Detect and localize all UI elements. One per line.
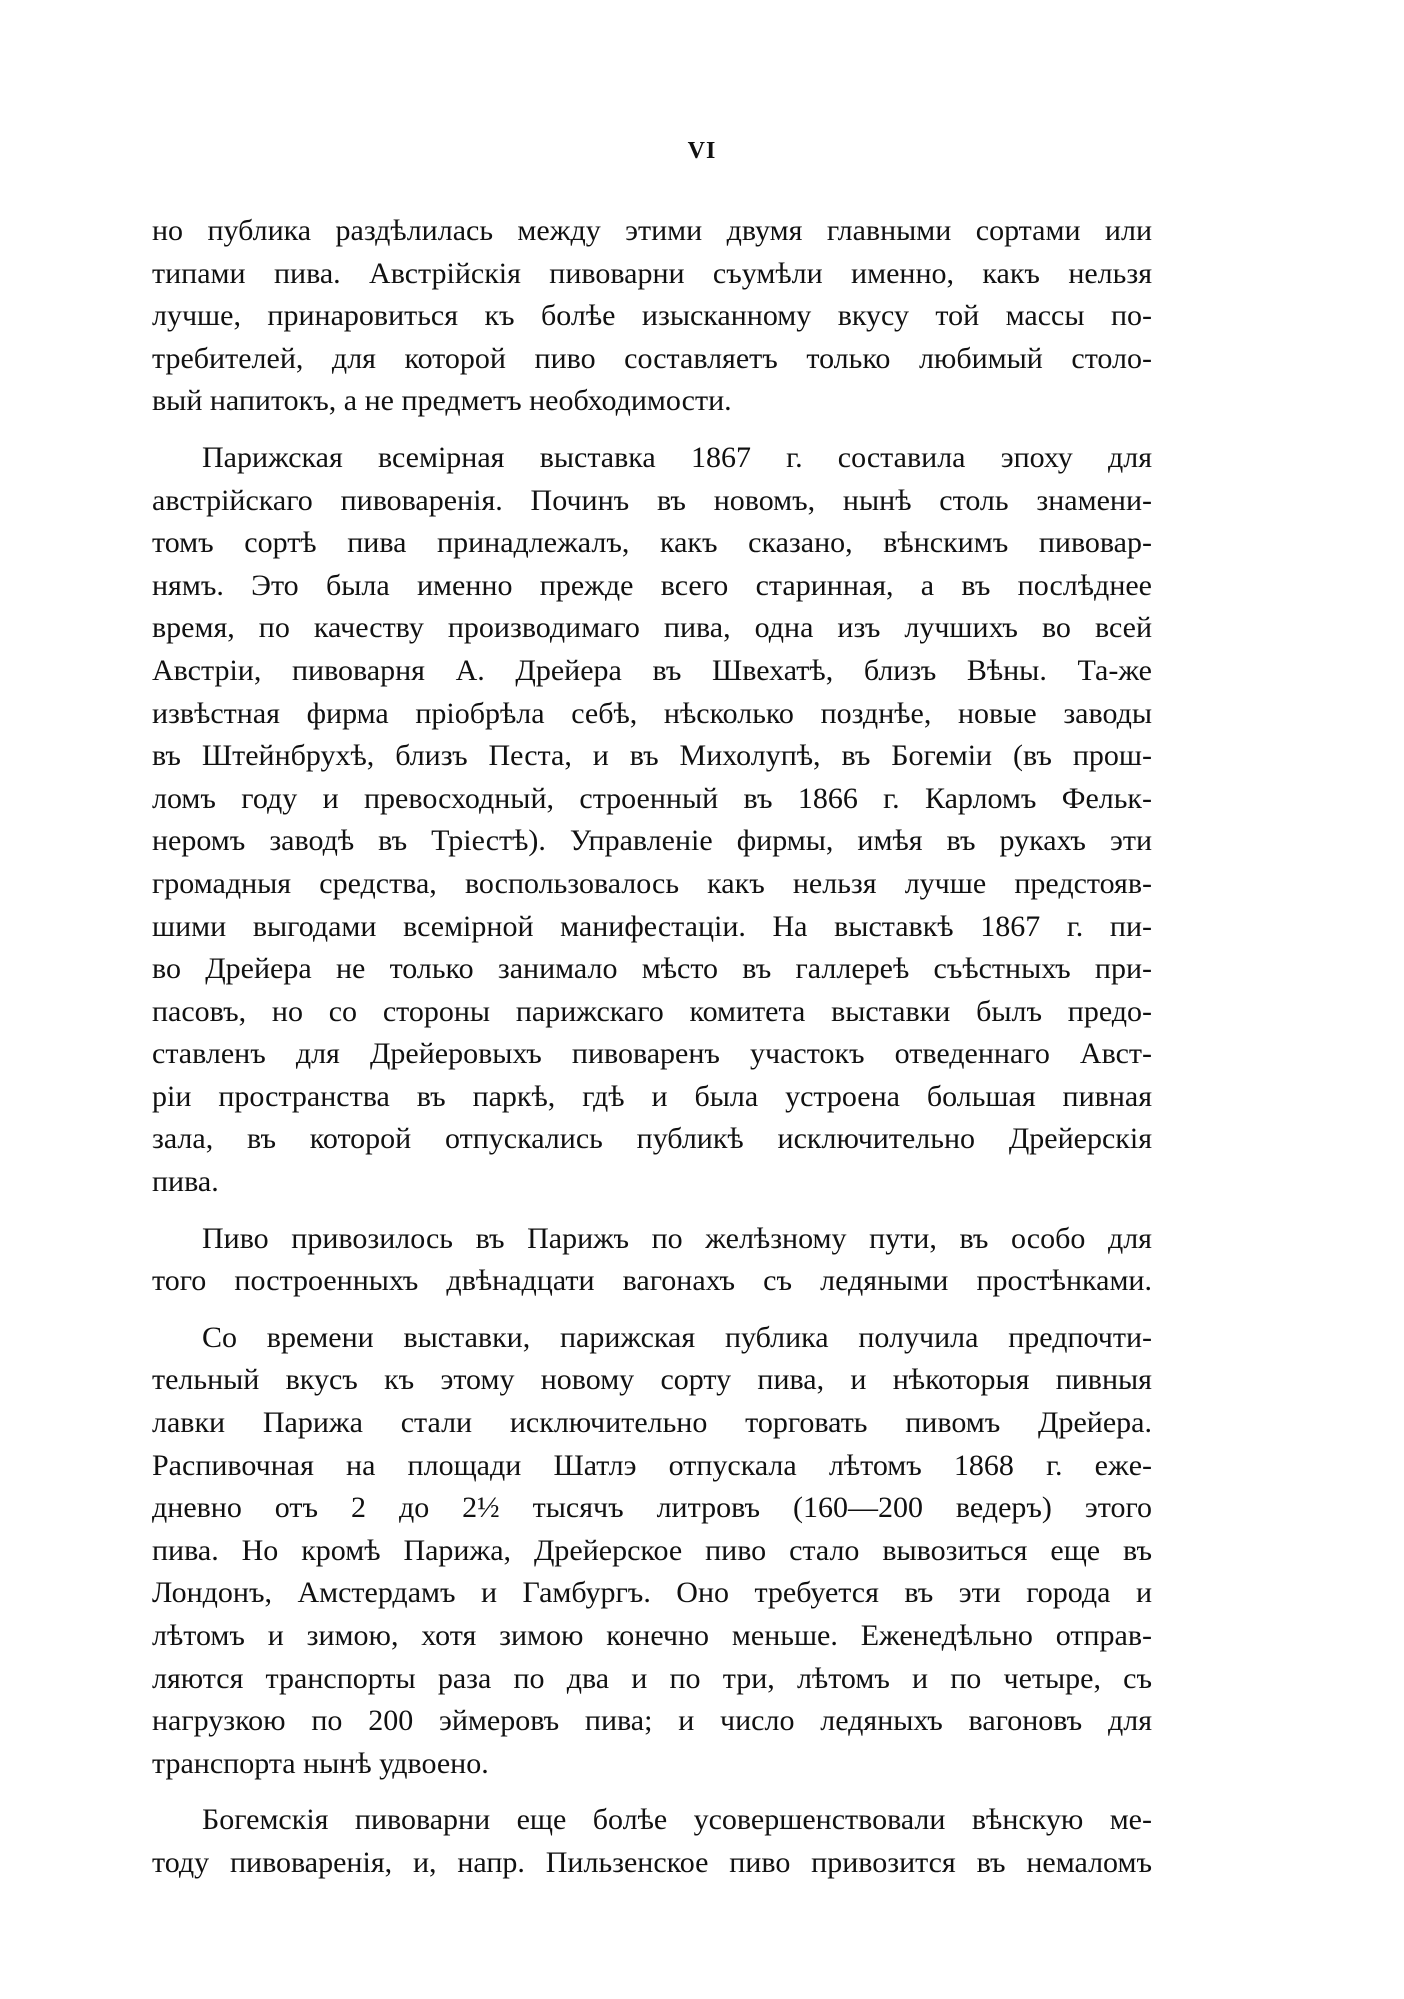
text-line: пасовъ, но со стороны парижскаго комитета выставки былъ предо-: [152, 994, 1152, 1028]
text-line: нагрузкою по 200 эймеровъ пива; и число ледяныхъ вагоновъ для: [152, 1704, 1152, 1738]
text-line: тельный вкусъ къ этому новому сорту пива, и нѣкоторыя пивныя: [152, 1363, 1152, 1397]
text-line: австрійскаго пивоваренія. Починъ въ новомъ, нынѣ столь знамени-: [152, 483, 1152, 517]
text-line: вый напитокъ, а не предметъ необходимости.: [152, 384, 732, 418]
paragraph: [152, 210, 1152, 423]
text-line: ріи пространства въ паркѣ, гдѣ и была устроена большая пивная: [152, 1079, 1152, 1113]
page-number: VI: [687, 138, 717, 164]
text-line: лавки Парижа стали исключительно торговать пивомъ Дрейера.: [152, 1406, 1152, 1440]
text-line: нямъ. Это была именно прежде всего старинная, а въ послѣднее: [152, 568, 1152, 602]
text-line: ломъ году и превосходный, строенный въ 1866 г. Карломъ Фельк-: [152, 781, 1152, 815]
text-line: въ Штейнбрухѣ, близъ Песта, и въ Михолупѣ, въ Богеміи (въ прош-: [152, 739, 1152, 773]
text-line: томъ сортѣ пива принадлежалъ, какъ сказано, вѣнскимъ пивовар-: [152, 526, 1152, 560]
text-line: зала, въ которой отпускались публикѣ исключительно Дрейерскія: [152, 1122, 1152, 1156]
text-line: требителей, для которой пиво составляетъ только любимый столо-: [152, 341, 1152, 375]
text-line: Распивочная на площади Шатлэ отпускала лѣтомъ 1868 г. ежe-: [152, 1448, 1152, 1482]
body-text: [152, 210, 1152, 1885]
text-line: громадныя средства, воспользовалось какъ нельзя лучше предстояв-: [152, 866, 1152, 900]
paragraph: [152, 1317, 1152, 1786]
text-line: ставленъ для Дрейеровыхъ пивоваренъ участокъ отведеннаго Авст-: [152, 1037, 1152, 1071]
text-line: Богемскія пивоварни еще болѣе усовершенствовали вѣнскую ме-: [202, 1803, 1152, 1837]
text-line: во Дрейера не только занимало мѣсто въ галлереѣ съѣстныхъ при-: [152, 952, 1152, 986]
paragraph: [152, 1799, 1152, 1884]
text-line: неромъ заводѣ въ Тріестѣ). Управленіе фирмы, имѣя въ рукахъ эти: [152, 824, 1152, 858]
text-line: дневно отъ 2 до 2½ тысячъ литровъ (160—200 ведеръ) этого: [152, 1491, 1152, 1525]
text-line: Лондонъ, Амстердамъ и Гамбургъ. Оно требуется въ эти города и: [152, 1576, 1152, 1610]
text-line: шими выгодами всемірной манифестаціи. На выставкѣ 1867 г. пи-: [152, 909, 1152, 943]
paragraph: [152, 437, 1152, 1204]
text-line: ляются транспорты раза по два и по три, лѣтомъ и по четыре, съ: [152, 1661, 1152, 1695]
text-line: Австріи, пивоварня А. Дрейера въ Швехатѣ, близъ Вѣны. Та-же: [152, 653, 1152, 687]
text-line: тоду пивоваренія, и, напр. Пильзенское пиво привозится въ немаломъ: [152, 1845, 1152, 1879]
text-line: лѣтомъ и зимою, хотя зимою конечно меньше. Еженедѣльно отправ-: [152, 1619, 1152, 1652]
text-line: Пиво привозилось въ Парижъ по желѣзному пути, въ особо для: [202, 1221, 1152, 1255]
text-line: транспорта нынѣ удвоено.: [152, 1746, 489, 1780]
text-line: Со времени выставки, парижская публика получила предпочти-: [202, 1320, 1152, 1354]
text-line: время, по качеству производимаго пива, одна изъ лучшихъ во всей: [152, 611, 1152, 645]
text-line: типами пива. Австрійскія пивоварни съумѣли именно, какъ нельзя: [152, 256, 1152, 290]
text-line: пива.: [152, 1165, 219, 1199]
text-line: Парижская всемірная выставка 1867 г. составила эпоху для: [202, 440, 1152, 474]
paragraph: [152, 1218, 1152, 1303]
text-line: извѣстная фирма пріобрѣла себѣ, нѣсколько позднѣе, новые заводы: [152, 696, 1152, 730]
text-line: лучше, принаровиться къ болѣе изысканному вкусу той массы по-: [152, 299, 1152, 333]
text-line: пива. Но кромѣ Парижа, Дрейерское пиво стало вывозиться еще въ: [152, 1533, 1152, 1567]
text-line: того построенныхъ двѣнадцати вагонахъ съ ледяными простѣнками.: [152, 1264, 1152, 1298]
text-line: но публика раздѣлилась между этими двумя главными сортами или: [152, 214, 1152, 247]
